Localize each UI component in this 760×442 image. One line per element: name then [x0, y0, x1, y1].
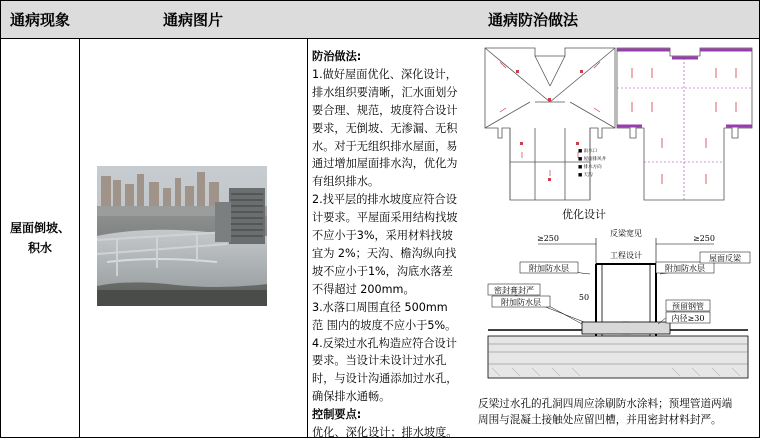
method-line: 排水组织要清晰，汇水面划分 — [312, 85, 458, 99]
method-line: 优化、深化设计；排水坡度。 — [312, 426, 458, 440]
section-caption-line1: 反梁过水孔的孔洞四周应涂刷防水涂料；预埋管道两端 — [478, 398, 733, 410]
legend-item: ■ 天沟 — [578, 173, 593, 178]
method-line: 宜为 2%；天沟、檐沟纵向找 — [312, 246, 457, 260]
method-line: 通过增加屋面排水沟，优化为 — [312, 157, 458, 171]
legend-item: ■ 雨水口 — [578, 149, 598, 154]
header-method: 通病防治做法 — [307, 0, 760, 39]
section-label-dim-left: ≥250 — [537, 234, 559, 243]
method-line: 要合理、规范，坡度符合设计 — [312, 103, 458, 117]
method-line: 3.水落口周围直径 500mm — [312, 300, 448, 314]
method-line: 防治做法: — [312, 50, 362, 63]
method-text — [307, 38, 474, 442]
phenomenon-line2: 积水 — [27, 240, 52, 255]
section-caption — [478, 396, 758, 428]
method-line: 不应小于3%，采用材料找坡 — [312, 229, 453, 243]
legend-item: ■ 排水方向 — [578, 165, 602, 170]
section-label-sealant: 密封膏封严 — [494, 286, 534, 295]
method-line: 确保排水通畅。 — [312, 390, 391, 404]
section-label-reverse-beam: 屋面反梁 — [709, 254, 741, 263]
method-line: 2.找平层的排水坡度应符合设 — [312, 193, 457, 207]
method-line: 有组织排水。 — [312, 175, 380, 189]
roof-ponding-photo — [97, 166, 267, 306]
method-line: 要求，无倒坡、无渗漏、无积 — [312, 121, 458, 135]
method-line: 坡不应小于1%，沟底水落差 — [312, 264, 453, 278]
header-picture: 通病图片 — [79, 0, 308, 39]
section-label-eng-design: 工程设计 — [610, 251, 642, 260]
method-line: 要求。当设计未设计过水孔 — [312, 354, 447, 368]
method-line: 时，与设计沟通添加过水孔， — [312, 372, 458, 386]
section-label-dim-50: 50 — [578, 293, 590, 302]
section-label-pipe: 预留钢管 — [672, 302, 704, 311]
section-label-inner-dia: 内径≥30 — [671, 314, 705, 323]
section-label-beam-width: 反梁宽见 — [610, 229, 642, 238]
method-line: 水。对于无组织排水屋面，易 — [312, 139, 458, 153]
phenomenon-line1: 屋面倒坡、 — [9, 220, 70, 235]
method-line: 控制要点: — [312, 408, 362, 422]
method-line: 4.反梁过水孔构造应符合设计 — [312, 336, 457, 350]
method-line: 计要求。平屋面采用结构找坡 — [312, 211, 458, 225]
method-line: 不得超过 200mm。 — [312, 282, 415, 296]
phenomenon-cell — [0, 38, 80, 438]
section-label-extra-layer-1: 附加防水层 — [529, 264, 569, 273]
section-label-dim-right: ≥250 — [693, 234, 715, 243]
method-text-cell — [307, 38, 474, 438]
beam-water-hole-section — [478, 224, 758, 394]
section-caption-line2: 周围与混凝土接触处应留凹槽，并用密封材料封严。 — [478, 414, 722, 426]
method-line: 范 围内的坡度不应小于5%。 — [312, 318, 457, 332]
section-label-extra-layer-2: 附加防水层 — [501, 298, 541, 307]
header-phenomenon: 通病现象 — [0, 0, 80, 39]
plan-caption: 优化设计 — [562, 208, 606, 221]
roof-plan-optimized — [612, 42, 758, 204]
section-label-extra-layer-3: 附加防水层 — [665, 264, 705, 273]
plan-legend — [578, 148, 626, 204]
method-line: 1.做好屋面优化、深化设计， — [312, 67, 457, 81]
legend-item: ■ 屋面排风井 — [578, 157, 607, 162]
